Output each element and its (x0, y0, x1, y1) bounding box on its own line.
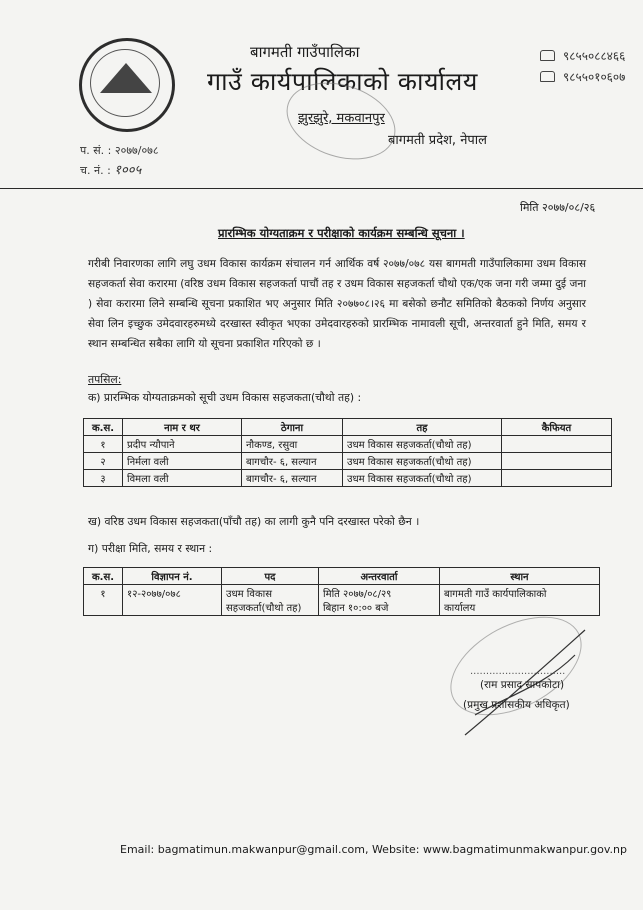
exam-schedule-table (83, 567, 600, 616)
cell-sn: २ (84, 453, 123, 470)
province-name: बागमती प्रदेश, नेपाल (388, 133, 487, 148)
telephone-icon (540, 71, 555, 82)
interview-time: बिहान १०:०० बजे (323, 603, 389, 614)
notice-body: गरीबी निवारणका लागि लघु उधम विकास कार्यक्रम संचालन गर्न आर्थिक वर्ष २०७७/०७८ यस बागमती गाउँपालिकामा उधम विकास सहजकर्ता सेवा करारमा (वरिष्ठ उधम विकास सहजकर्ता पाचौं तह र उधम विकास सहजकर्ता चौथो एक/एक जना गरी जम्मा दुई जना ) सेवा करारमा लिने सम्बन्धि सूचना प्रकाशित भए अनुसार मिति २०७७०८।२६ मा बसेको छनौट समितिको बैठकको निर्णय अनुसार सेवा लिन इच्छुक उमेदवारहरुमध्ये दरखास्त स्वीकृत भएका उमेदवारहरुको प्रारम्भिक नामावली सूची, अन्तरवार्ता हुने मिति, समय र स्थान सम्बन्धित सबैका लागि यो सूचना प्रकाशित गरिएको छ । (88, 258, 586, 350)
header-divider (0, 188, 643, 189)
col-address: ठेगाना (242, 419, 343, 436)
cell-sn: ३ (84, 470, 123, 487)
col-sn: क.स. (84, 568, 123, 585)
cell-name: प्रदीप न्यौपाने (123, 436, 242, 453)
signatory-role: (प्रमुख प्रशासकीय अधिकृत) (463, 699, 570, 711)
cell-address: नौकण्ड, रसुवा (242, 436, 343, 453)
office-name: गाउँ कार्यपालिकाको कार्यालय (207, 67, 478, 96)
dispatch-number (80, 160, 141, 178)
cell-level: उधम विकास सहजकर्ता(चौथो तह) (343, 436, 502, 453)
phone-2-text: ९८५५०१०६०७ (563, 70, 626, 84)
phone-number-2 (540, 68, 625, 85)
cell-ad-no: १२-२०७७/०७८ (123, 585, 222, 616)
venue-line-2: कार्यालय (444, 603, 476, 614)
telephone-icon (540, 50, 555, 61)
section-c-heading: ग) परीक्षा मिति, समय र स्थान : (88, 542, 213, 555)
interview-date: मिति २०७७/०८/२९ (323, 589, 392, 600)
venue-line-1: बागमती गाउँ कार्यपालिकाको (444, 589, 547, 600)
dispatch-label: च. नं. : (80, 164, 115, 177)
col-ad-no: विज्ञापन नं. (123, 568, 222, 585)
col-post: पद (222, 568, 319, 585)
section-a-heading: क) प्रारम्भिक योग्यताक्रमको सूची उधम विकास सहजकता(चौथो तह) : (88, 391, 362, 404)
col-interview: अन्तरवार्ता (319, 568, 440, 585)
cell-venue (440, 585, 600, 616)
cell-address: बागचौर- ६, सल्यान (242, 470, 343, 487)
signatory-name: (राम प्रसाद सापकोटा) (480, 679, 565, 691)
details-label: तपसिल: (88, 373, 122, 386)
notice-date: मिति २०७७/०८/२६ (520, 201, 596, 214)
cell-remarks (502, 470, 612, 487)
table-header-row (84, 568, 600, 585)
table-row (84, 470, 612, 487)
col-sn: क.स. (84, 419, 123, 436)
phone-number-1 (540, 47, 625, 64)
cell-address: बागचौर- ६, सल्यान (242, 453, 343, 470)
cell-post (222, 585, 319, 616)
notice-title: प्रारम्भिक योग्यताक्रम र परीक्षाको कार्यक्रम सम्बन्धि सूचना । (218, 226, 465, 240)
office-address: झुरझुरे, मकवानपुर (298, 111, 385, 126)
cell-level: उधम विकास सहजकर्ता(चौथो तह) (343, 470, 502, 487)
col-remarks: कैफियत (502, 419, 612, 436)
post-line-1: उधम विकास (226, 589, 272, 600)
col-name: नाम र थर (123, 419, 242, 436)
table-header-row (84, 419, 612, 436)
mountain-icon (100, 63, 152, 93)
municipality-name: बागमती गाउँपालिका (250, 43, 360, 61)
cell-sn: १ (84, 585, 123, 616)
reference-number: प. सं. : २०७७/०७८ (80, 144, 159, 157)
cell-interview (319, 585, 440, 616)
cell-level: उधम विकास सहजकर्ता(चौथो तह) (343, 453, 502, 470)
cell-name: विमला वली (123, 470, 242, 487)
signature-line: .............................. (470, 666, 566, 677)
cell-remarks (502, 436, 612, 453)
phone-1-text: ९८५५०८८४६६ (563, 49, 626, 63)
section-b-statement: ख) वरिष्ठ उधम विकास सहजकता(पाँचौ तह) का लागी कुनै पनि दरखास्त परेको छैन । (88, 515, 420, 528)
candidate-list-table (83, 418, 612, 487)
table-row (84, 436, 612, 453)
col-venue: स्थान (440, 568, 600, 585)
table-row (84, 585, 600, 616)
table-row (84, 453, 612, 470)
dispatch-handwritten: १००५ (114, 163, 142, 178)
cell-name: निर्मला वली (123, 453, 242, 470)
col-level: तह (343, 419, 502, 436)
cell-remarks (502, 453, 612, 470)
post-line-2: सहजकर्ता(चौथो तह) (226, 603, 302, 614)
footer-contact: Email: bagmatimun.makwanpur@gmail.com, Website: www.bagmatimunmakwanpur.gov.np (120, 843, 627, 856)
cell-sn: १ (84, 436, 123, 453)
nepal-emblem-logo (79, 38, 175, 132)
